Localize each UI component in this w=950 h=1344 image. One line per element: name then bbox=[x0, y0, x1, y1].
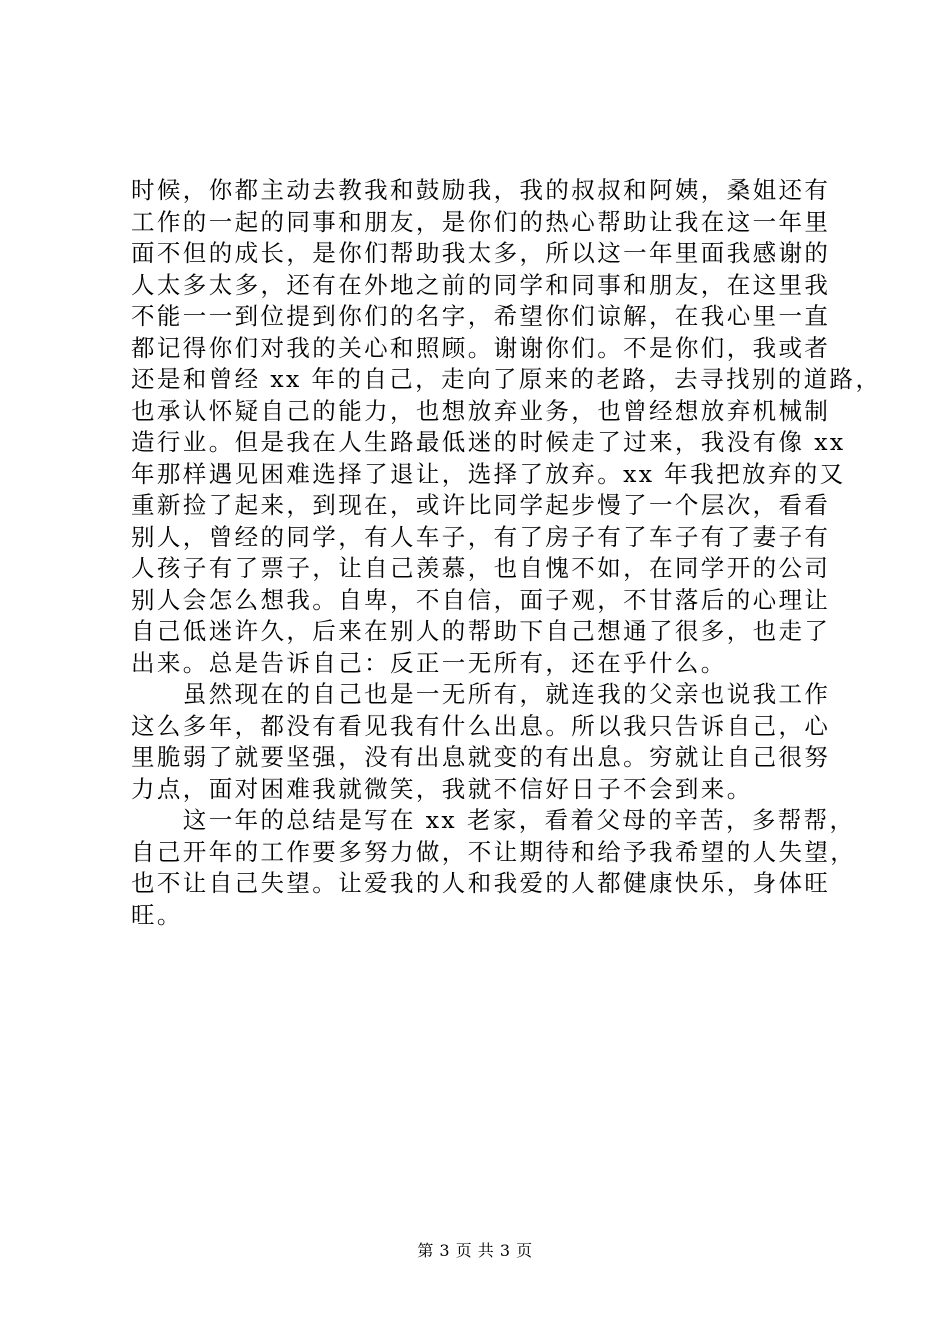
text-line: 这一年的总结是写在 xx 老家，看着父母的辛苦，多帮帮， bbox=[131, 806, 856, 834]
paragraph-2 bbox=[131, 679, 843, 805]
paragraph-1 bbox=[131, 175, 882, 679]
text-line: 虽然现在的自己也是一无所有，就连我的父亲也说我工作 bbox=[131, 680, 831, 708]
text-line: 自己开年的工作要多努力做，不让期待和给予我希望的人失望， bbox=[131, 837, 857, 866]
text-line: 时候，你都主动去教我和鼓励我，我的叔叔和阿姨，桑姐还有 bbox=[131, 176, 831, 204]
text-line: 人孩子有了票子，让自己羡慕，也自愧不如，在同学开的公司 bbox=[131, 554, 831, 582]
text-line: 力点，面对困难我就微笑，我就不信好日子不会到来。 bbox=[131, 774, 753, 803]
text-line: 旺。 bbox=[131, 900, 183, 929]
text-line: 也不让自己失望。让爱我的人和我爱的人都健康快乐，身体旺 bbox=[131, 869, 831, 897]
text-line: 工作的一起的同事和朋友，是你们的热心帮助让我在这一年里 bbox=[131, 207, 831, 236]
text-line: 自己低迷许久，后来在别人的帮助下自己想通了很多，也走了 bbox=[131, 617, 831, 645]
text-line: 出来。总是告诉自己：反正一无所有，还在乎什么。 bbox=[131, 648, 727, 677]
page-number: 第 3 页 共 3 页 bbox=[417, 1241, 533, 1260]
text-line: 别人会怎么想我。自卑，不自信，面子观，不甘落后的心理让 bbox=[131, 585, 831, 614]
text-line: 重新捡了起来，到现在，或许比同学起步慢了一个层次，看看 bbox=[131, 491, 831, 519]
text-line: 里脆弱了就要坚强，没有出息就变的有出息。穷就让自己很努 bbox=[131, 743, 831, 771]
text-line: 面不但的成长，是你们帮助我太多，所以这一年里面我感谢的 bbox=[131, 239, 831, 267]
text-line: 都记得你们对我的关心和照顾。谢谢你们。不是你们，我或者 bbox=[131, 333, 831, 362]
text-line: 也承认怀疑自己的能力，也想放弃业务，也曾经想放弃机械制 bbox=[131, 396, 831, 425]
text-line: 还是和曾经 xx 年的自己，走向了原来的老路，去寻找别的道路， bbox=[131, 365, 882, 393]
text-line: 造行业。但是我在人生路最低迷的时候走了过来，我没有像 xx bbox=[131, 428, 846, 456]
document-body bbox=[131, 175, 882, 931]
text-line: 这么多年，都没有看见我有什么出息。所以我只告诉自己，心 bbox=[131, 711, 831, 740]
text-line: 年那样遇见困难选择了退让，选择了放弃。xx 年我把放弃的又 bbox=[131, 459, 846, 488]
text-line: 人太多太多，还有在外地之前的同学和同事和朋友，在这里我 bbox=[131, 270, 831, 299]
page-footer bbox=[0, 1241, 950, 1261]
text-line: 别人，曾经的同学，有人车子，有了房子有了车子有了妻子有 bbox=[131, 522, 831, 551]
text-line: 不能一一到位提到你们的名字，希望你们谅解，在我心里一直 bbox=[131, 302, 831, 330]
paragraph-3 bbox=[131, 805, 857, 931]
